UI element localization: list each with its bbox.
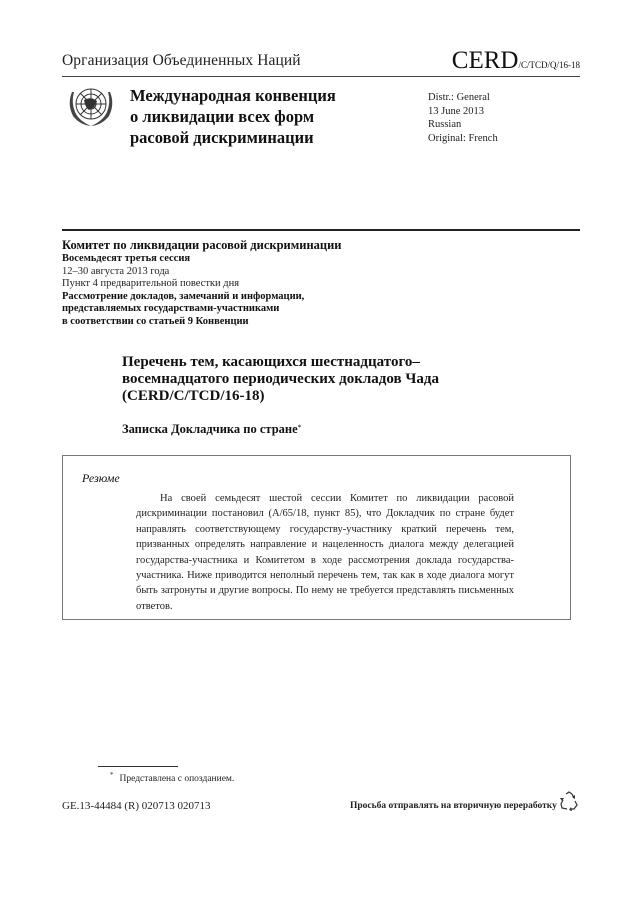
distribution-date: 13 June 2013 <box>428 105 484 117</box>
footnote-marker: * <box>110 771 114 779</box>
job-number: GE.13-44484 (R) 020713 020713 <box>62 800 211 812</box>
footnote-marker: * <box>297 423 302 432</box>
symbol-main: CERD <box>451 47 519 74</box>
recycle-icon <box>558 790 580 812</box>
footnote-divider <box>98 766 178 767</box>
distribution-status: Distr.: General <box>428 92 490 103</box>
session-dates: 12–30 августа 2013 года <box>62 265 170 277</box>
convention-title-line: расовой дискриминации <box>130 128 314 147</box>
convention-title <box>130 85 390 148</box>
distribution-language: Russian <box>428 119 462 130</box>
document-title-line: восемнадцатого периодических докладов Чада <box>122 371 439 387</box>
footnote <box>110 771 234 784</box>
document-symbol <box>452 48 580 73</box>
convention-title-line: о ликвидации всех форм <box>130 107 315 126</box>
agenda-title-line: Рассмотрение докладов, замечаний и информации, <box>62 290 305 302</box>
summary-label: Резюме <box>82 471 120 485</box>
agenda-title-line: в соответствии со статьей 9 Конвенции <box>62 315 249 327</box>
rapporteur-note <box>122 422 302 437</box>
organization-name: Организация Объединенных Наций <box>62 52 301 69</box>
header-divider <box>62 76 580 77</box>
note-text: Записка Докладчика по стране <box>122 422 298 436</box>
committee-block <box>62 237 422 328</box>
agenda-title-line: представляемых государствами-участниками <box>62 303 280 314</box>
title-divider <box>62 229 580 231</box>
un-emblem-icon <box>64 80 118 130</box>
session: Восемьдесят третья сессия <box>62 253 191 264</box>
symbol-suffix: /C/TCD/Q/16-18 <box>518 60 580 70</box>
committee-name: Комитет по ликвидации расовой дискриминации <box>62 238 342 252</box>
agenda-item: Пункт 4 предварительной повестки дня <box>62 278 240 289</box>
document-title-line: (CERD/C/TCD/16-18) <box>122 388 265 404</box>
convention-title-line: Международная конвенция <box>130 86 336 105</box>
recycle-text: Просьба отправлять на вторичную переработку <box>350 801 557 811</box>
footnote-text: Представлена с опозданием. <box>119 774 235 785</box>
distribution-original: Original: French <box>428 132 498 144</box>
summary-text: На своей семьдесят шестой сессии Комитет по ликвидации расовой дискриминации постановил (A/65/18, пункт 85), что Докладчик по стране будет направлять соответствующему государству-участнику краткий перечень тем, призванных определять направление и нацеленность диалога между делегацией государства-участника и Комитетом в ходе рассмотрения доклада государства-участника. Ниже приводится неполный перечень тем, так как в ходе диалога могут быть затронуты и другие вопросы. По нему не требуется представлять письменных ответов. <box>136 493 514 612</box>
document-title <box>122 354 472 405</box>
distribution-info <box>428 91 498 145</box>
document-title-line: Перечень тем, касающихся шестнадцатого– <box>122 354 420 370</box>
